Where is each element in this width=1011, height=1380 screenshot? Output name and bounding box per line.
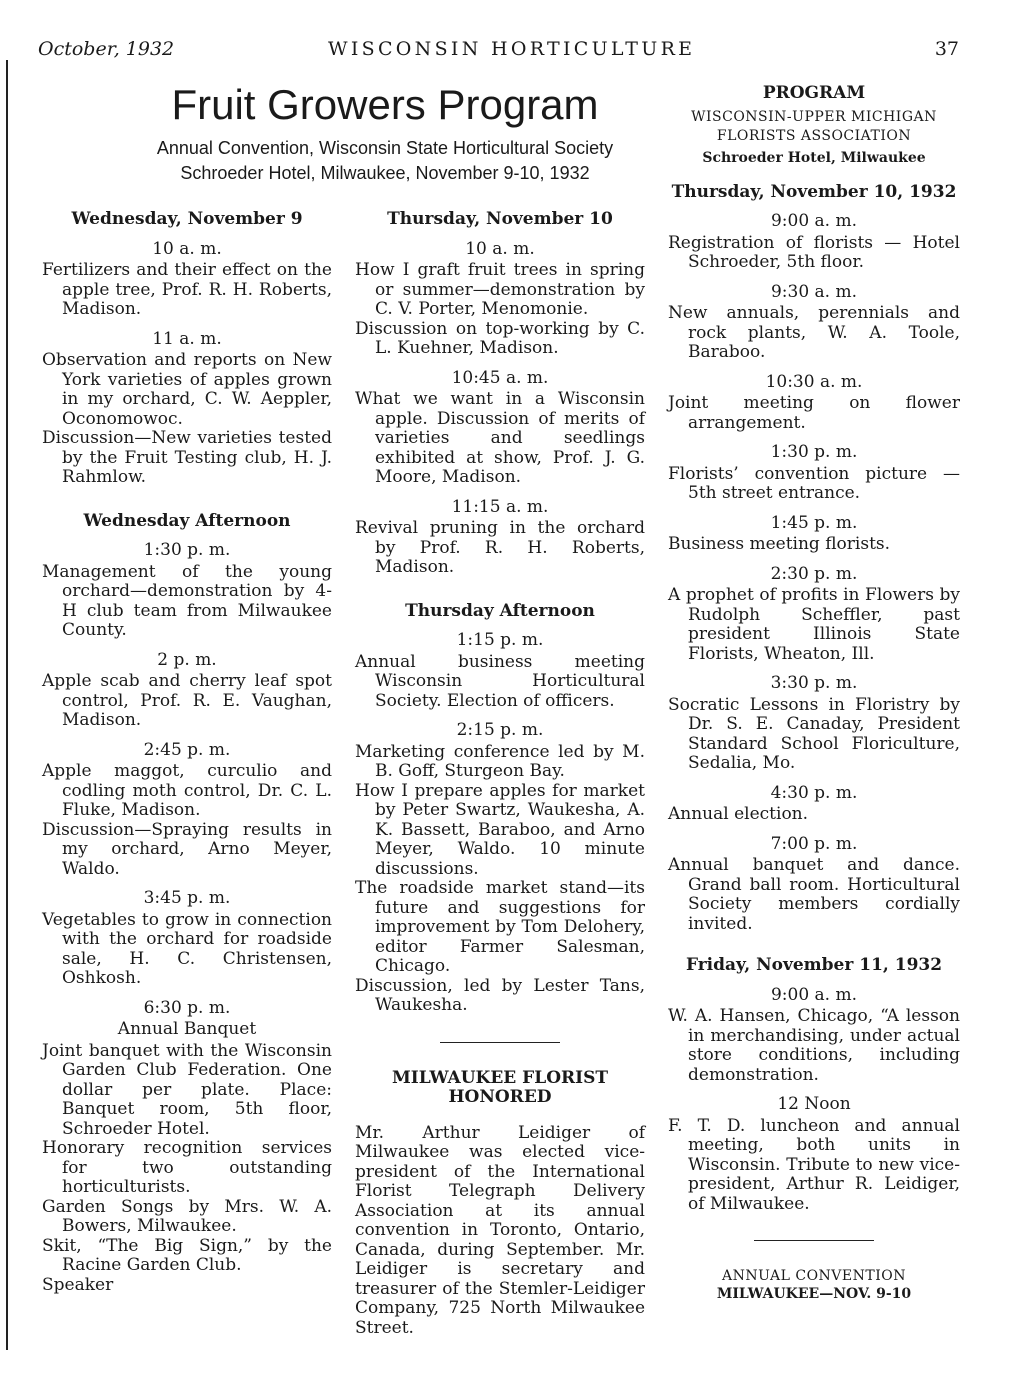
program-heading: PROGRAM xyxy=(762,83,866,103)
time-label: 12 Noon xyxy=(777,1094,851,1114)
time-label: 6:30 p. m. xyxy=(143,997,231,1018)
program-item: Observation and reports on New York varieties of apples grown in my orchard, C. W. Aeppler, Oconomowoc. xyxy=(42,350,332,429)
time-label: 11:15 a. m. xyxy=(451,496,549,517)
time-label: 9:00 a. m. xyxy=(770,211,858,231)
program-item: Discussion—New varieties tested by the Fruit Testing club, H. J. Rahmlow. xyxy=(42,428,332,487)
news-headline: MILWAUKEE FLORIST HONORED xyxy=(391,1067,609,1107)
program-item: Business meeting florists. xyxy=(668,534,891,554)
program-item: A prophet of profits in Flowers by Rudolph Scheffler, past president Illinois State Florists, Wheaton, Ill. xyxy=(668,585,960,664)
time-label: 10 a. m. xyxy=(152,238,222,259)
title-block xyxy=(90,80,680,186)
program-item: Discussion on top-working by C. L. Kuehner, Madison. xyxy=(355,318,645,358)
time-label: 1:30 p. m. xyxy=(770,442,858,462)
section-heading: Thursday, November 10 xyxy=(387,209,613,229)
program-item: Discussion—Spraying results in my orchard, Arno Meyer, Waldo. xyxy=(42,819,332,879)
column-wednesday xyxy=(42,210,332,1295)
program-item: Skit, “The Big Sign,” by the Racine Garden Club. xyxy=(42,1235,332,1275)
page-number: 37 xyxy=(934,38,959,60)
convention-notice: ANNUAL CONVENTION xyxy=(722,1268,906,1284)
column-florists-program xyxy=(668,84,960,1303)
binding-edge-line xyxy=(6,60,8,1350)
time-label: 2:45 p. m. xyxy=(143,739,231,760)
program-item: Socratic Lessons in Floristry by Dr. S. E. Canaday, President Standard School Floriculture, Sedalia, Mo. xyxy=(668,694,960,773)
program-item: Annual banquet and dance. Grand ball room. Horticultural Society members cordially invited. xyxy=(668,855,960,934)
news-body: Mr. Arthur Leidiger of Milwaukee was elected vice-president of the International Florist Telegraph Delivery Association at its annual convention in Toronto, Ontario, Canada, during September. Mr. Leidiger is secretary and treasurer of the Stemler-Leidiger Company, 725 North Milwaukee Street. xyxy=(355,1122,645,1338)
program-item: Garden Songs by Mrs. W. A. Bowers, Milwaukee. xyxy=(42,1196,332,1236)
time-label: 2:15 p. m. xyxy=(456,720,544,740)
convention-dates: MILWAUKEE—NOV. 9-10 xyxy=(716,1286,912,1302)
section-heading: Thursday Afternoon xyxy=(405,600,595,621)
venue: Schroeder Hotel, Milwaukee xyxy=(702,149,926,166)
program-item: Honorary recognition services for two outstanding horticulturists. xyxy=(42,1138,332,1197)
program-item: Annual business meeting Wisconsin Horticultural Society. Election of officers. xyxy=(355,651,645,711)
time-label: 9:30 a. m. xyxy=(770,281,858,302)
section-heading: Friday, November 11, 1932 xyxy=(685,955,943,975)
program-item: What we want in a Wisconsin apple. Discussion of merits of varieties and seedlings exhibited at show, Prof. J. G. Moore, Madison. xyxy=(355,389,645,487)
time-label: 1:45 p. m. xyxy=(770,512,858,533)
divider xyxy=(440,1042,560,1043)
program-item: Vegetables to grow in connection with the orchard for roadside sale, H. C. Christensen, Oshkosh. xyxy=(42,909,332,988)
divider xyxy=(754,1240,874,1241)
section-heading: Wednesday, November 9 xyxy=(71,209,303,229)
program-item: Speaker xyxy=(42,1274,114,1295)
time-label: 2 p. m. xyxy=(157,649,217,670)
subtitle-line-1: Annual Convention, Wisconsin State Horticultural Society xyxy=(156,138,614,158)
program-item: Revival pruning in the orchard by Prof. R. H. Roberts, Madison. xyxy=(355,518,645,577)
time-label: 10:30 a. m. xyxy=(765,371,863,392)
program-item: Marketing conference led by M. B. Goff, Sturgeon Bay. xyxy=(355,741,645,781)
program-item: F. T. D. luncheon and annual meeting, both units in Wisconsin. Tribute to new vice-president, Arthur R. Leidiger, of Milwaukee. xyxy=(668,1115,960,1214)
page-title: Fruit Growers Program xyxy=(171,81,599,128)
program-item: W. A. Hansen, Chicago, “A lesson in merchandising, under actual store conditions, including demonstration. xyxy=(668,1006,960,1085)
time-label: 3:30 p. m. xyxy=(770,673,858,693)
subtitle-line-2: Schroeder Hotel, Milwaukee, November 9-10, 1932 xyxy=(180,163,590,183)
time-label: 1:30 p. m. xyxy=(143,540,231,560)
program-item: Management of the young orchard—demonstration by 4-H club team from Milwaukee County. xyxy=(42,561,332,640)
time-label: 10:45 a. m. xyxy=(451,367,549,388)
program-item: Joint banquet with the Wisconsin Garden Club Federation. One dollar per plate. Place: Banquet room, 5th floor, Schroeder Hotel. xyxy=(42,1040,332,1139)
column-thursday xyxy=(355,210,645,1355)
time-label: 10 a. m. xyxy=(465,238,535,259)
section-heading: Wednesday Afternoon xyxy=(83,510,291,531)
section-heading: Thursday, November 10, 1932 xyxy=(671,181,957,202)
program-item: Fertilizers and their effect on the apple tree, Prof. R. H. Roberts, Madison. xyxy=(42,260,332,319)
program-item: How I prepare apples for market by Peter Swartz, Waukesha, A. K. Bassett, Baraboo, and Arno Meyer, Waldo. 10 minute discussions. xyxy=(355,780,645,879)
program-item: Discussion, led by Lester Tans, Waukesha. xyxy=(355,975,645,1015)
program-item: The roadside market stand—its future and suggestions for improvement by Tom Delohery, editor Farmer Salesman, Chicago. xyxy=(355,878,645,976)
program-item: Joint meeting on flower arrangement. xyxy=(668,393,960,433)
time-label: 7:00 p. m. xyxy=(770,833,858,854)
time-label: 4:30 p. m. xyxy=(770,782,858,803)
program-item: Apple maggot, curculio and codling moth control, Dr. C. L. Fluke, Madison. xyxy=(42,761,332,820)
time-label: 9:00 a. m. xyxy=(770,984,858,1005)
program-item: How I graft fruit trees in spring or summer—demonstration by C. V. Porter, Menomonie. xyxy=(355,260,645,319)
program-item: Apple scab and cherry leaf spot control, Prof. R. E. Vaughan, Madison. xyxy=(42,671,332,730)
time-label: 1:15 p. m. xyxy=(456,630,544,650)
time-label: 2:30 p. m. xyxy=(770,563,858,584)
program-item: New annuals, perennials and rock plants, W. A. Toole, Baraboo. xyxy=(668,303,960,362)
program-item: Annual election. xyxy=(668,804,809,824)
time-label: 11 a. m. xyxy=(152,328,222,349)
time-label: Annual Banquet xyxy=(117,1019,257,1039)
issue-date: October, 1932 xyxy=(38,38,175,60)
association-name: WISCONSIN-UPPER MICHIGAN FLORISTS ASSOCIATION xyxy=(691,108,937,144)
program-item: Registration of florists — Hotel Schroeder, 5th floor. xyxy=(668,232,960,272)
program-item: Florists’ convention picture — 5th street entrance. xyxy=(668,463,960,503)
time-label: 3:45 p. m. xyxy=(143,888,231,908)
page-header xyxy=(38,38,959,68)
journal-title: WISCONSIN HORTICULTURE xyxy=(328,38,696,60)
